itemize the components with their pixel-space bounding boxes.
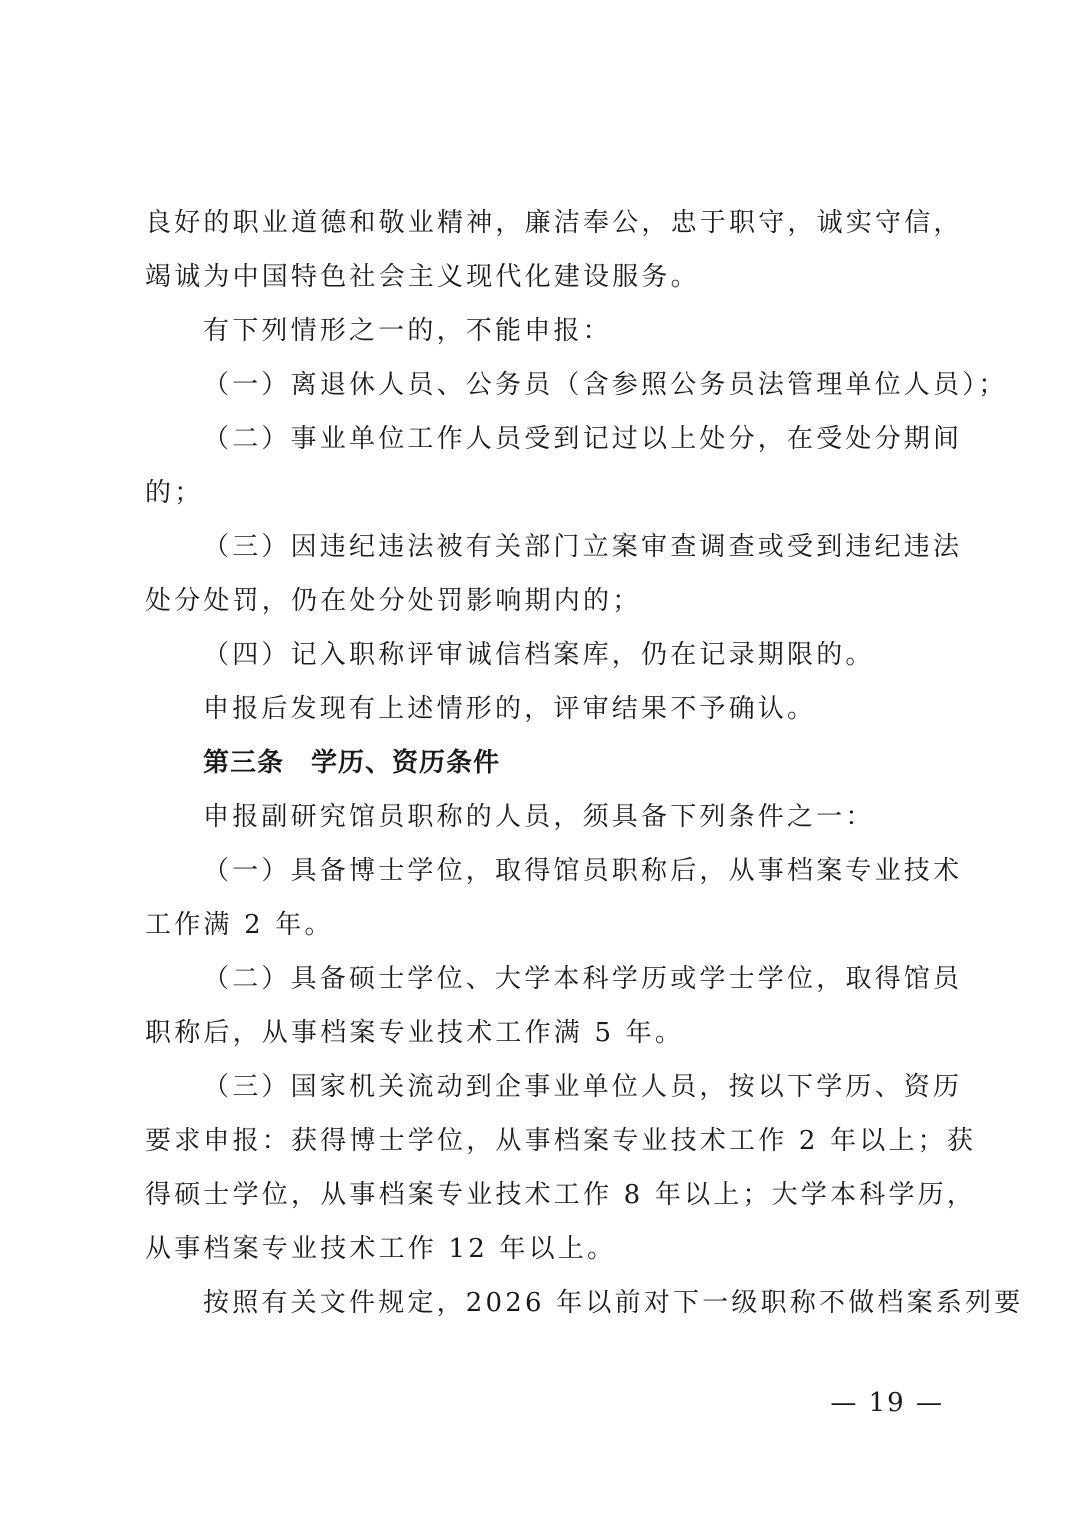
text-line: 要求申报：获得博士学位，从事档案专业技术工作 2 年以上；获 — [145, 1126, 977, 1156]
text-line: 有下列情形之一的，不能申报： — [203, 316, 612, 346]
text-line: 工作满 2 年。 — [145, 910, 334, 940]
text-line: （一）具备博士学位，取得馆员职称后，从事档案专业技术 — [203, 856, 963, 886]
text-line: 申报副研究馆员职称的人员，须具备下列条件之一： — [203, 802, 875, 832]
section-heading: 第三条 学历、资历条件 — [203, 748, 501, 778]
page-number: — 19 — — [830, 1388, 944, 1418]
text-line: 从事档案专业技术工作 12 年以上。 — [145, 1234, 617, 1264]
text-line: （三）因违纪违法被有关部门立案审查调查或受到违纪违法 — [203, 532, 963, 562]
text-line: （四）记入职称评审诚信档案库，仍在记录期限的。 — [203, 640, 875, 670]
text-line: 职称后，从事档案专业技术工作满 5 年。 — [145, 1018, 685, 1048]
text-line: 申报后发现有上述情形的，评审结果不予确认。 — [203, 694, 817, 724]
text-line: 得硕士学位，从事档案专业技术工作 8 年以上；大学本科学历， — [145, 1180, 977, 1210]
text-line: 竭诚为中国特色社会主义现代化建设服务。 — [145, 262, 700, 292]
text-line: 的； — [145, 478, 204, 508]
text-line: （二）事业单位工作人员受到记过以上处分，在受处分期间 — [203, 424, 963, 454]
text-line: 处分处罚，仍在处分处罚影响期内的； — [145, 586, 642, 616]
text-line: （一）离退休人员、公务员（含参照公务员法管理单位人员）； — [203, 370, 1008, 400]
text-line: （二）具备硕士学位、大学本科学历或学士学位，取得馆员 — [203, 964, 963, 994]
text-line: （三）国家机关流动到企事业单位人员，按以下学历、资历 — [203, 1072, 963, 1102]
text-line: 良好的职业道德和敬业精神，廉洁奉公，忠于职守，诚实守信， — [145, 208, 963, 238]
text-line: 按照有关文件规定，2026 年以前对下一级职称不做档案系列要 — [203, 1288, 1024, 1318]
